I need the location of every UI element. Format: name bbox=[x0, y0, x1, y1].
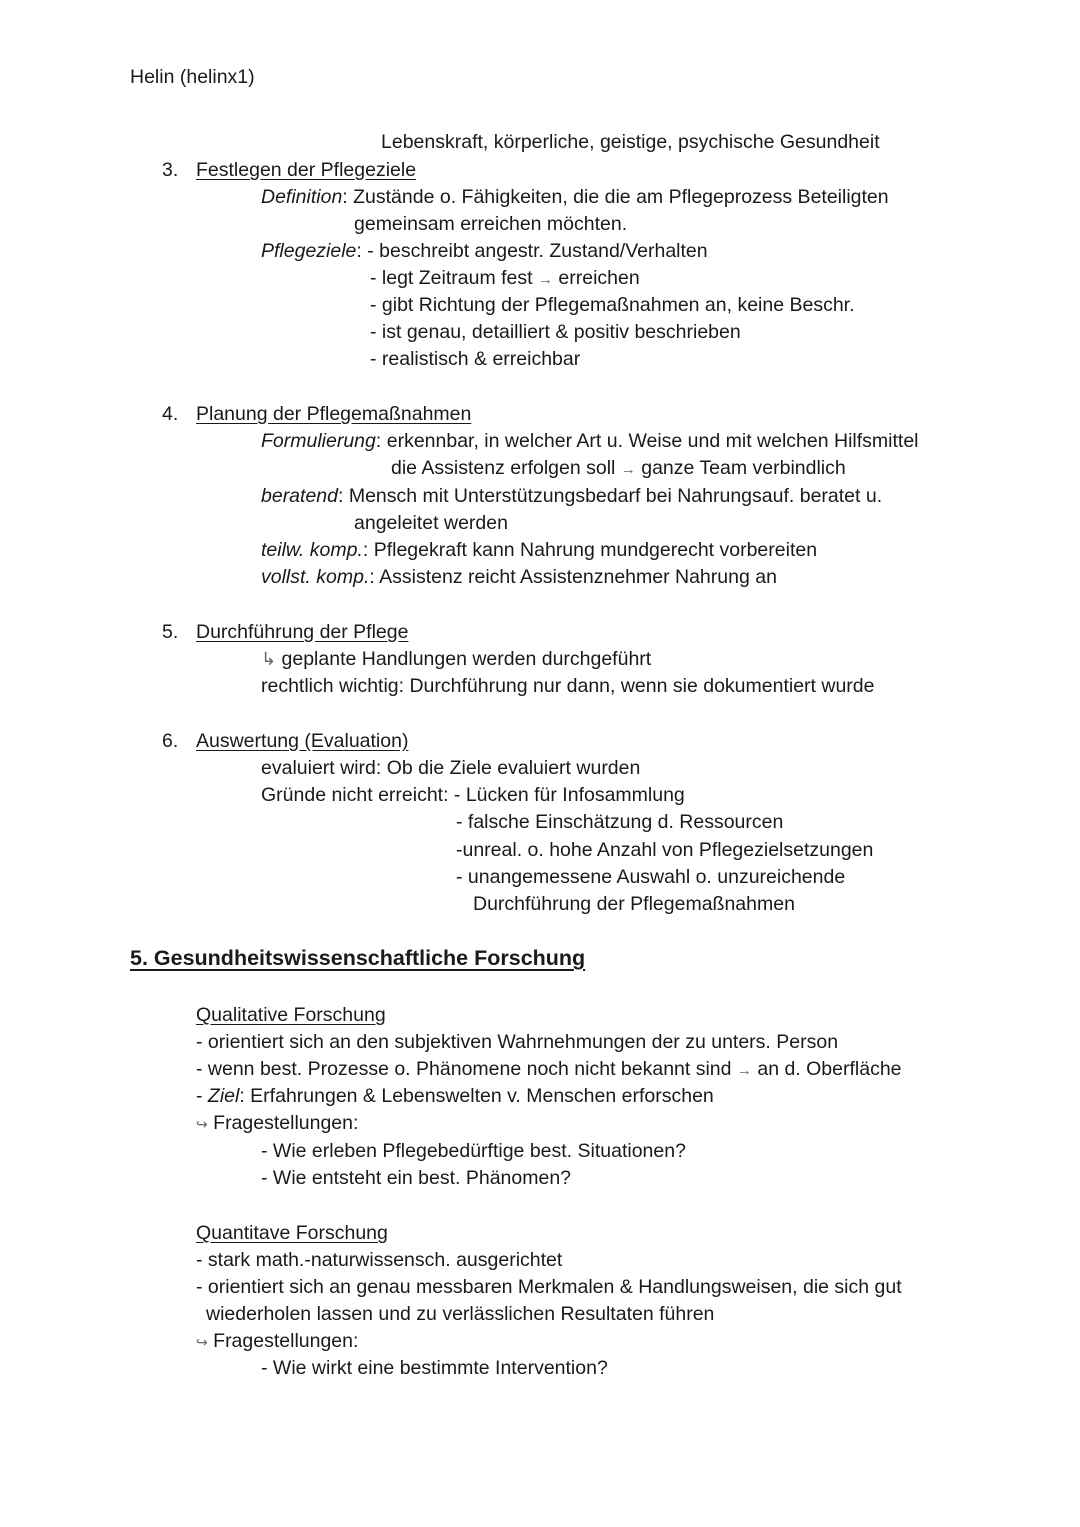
evaluation-bullet-4: - unangemessene Auswahl o. unzureichende bbox=[456, 866, 846, 888]
goals-bullet-2-result: erreichen bbox=[558, 267, 640, 289]
goals-bullet-4: - ist genau, detailliert & positiv beschrieben bbox=[370, 321, 741, 343]
durchfuehrung-line-2: rechtlich wichtig: Durchführung nur dann, wenn sie dokumentiert wurde bbox=[261, 675, 875, 697]
ziel-text: : Erfahrungen & Lebenswelten v. Menschen erforschen bbox=[239, 1085, 714, 1107]
formulierung-label: Formulierung bbox=[261, 430, 376, 452]
goals-bullet-3: - gibt Richtung der Pflegemaßnahmen an, keine Beschr. bbox=[370, 294, 855, 316]
vollst-line bbox=[261, 565, 777, 589]
durchfuehrung-text-1: geplante Handlungen werden durchgeführt bbox=[281, 648, 652, 670]
vollst-label: vollst. komp. bbox=[261, 566, 370, 588]
formulierung-line-2 bbox=[391, 456, 846, 482]
definition-line bbox=[261, 185, 889, 209]
qualitative-question-2: - Wie entsteht ein best. Phänomen? bbox=[261, 1167, 572, 1189]
formulierung-text-2: die Assistenz erfolgen soll bbox=[391, 457, 616, 479]
formulierung-text: : erkennbar, in welcher Art u. Weise und mit welchen Hilfsmittel bbox=[375, 430, 919, 452]
section-4-title: Planung der Pflegemaßnahmen bbox=[196, 403, 472, 425]
teilw-text: : Pflegekraft kann Nahrung mundgerecht vorbereiten bbox=[362, 539, 818, 561]
qualitative-line-2 bbox=[196, 1057, 902, 1083]
beratend-text: : Mensch mit Unterstützungsbedarf bei Nahrungsauf. beratet u. bbox=[337, 485, 883, 507]
arrow-icon: → bbox=[736, 1062, 752, 1079]
evaluation-bullet-4-cont: Durchführung der Pflegemaßnahmen bbox=[473, 893, 795, 915]
arrow-icon: → bbox=[537, 271, 553, 288]
carry-over-line: Lebenskraft, körperliche, geistige, psychische Gesundheit bbox=[381, 131, 880, 153]
section-5-number: 5. bbox=[162, 621, 179, 643]
chapter-heading: 5. Gesundheitswissenschaftliche Forschung bbox=[130, 946, 586, 970]
formulierung-line bbox=[261, 429, 919, 453]
goals-bullet-2-text: - legt Zeitraum fest bbox=[370, 267, 533, 289]
goals-label: Pflegeziele bbox=[261, 240, 357, 262]
section-5-title: Durchführung der Pflege bbox=[196, 621, 409, 643]
durchfuehrung-line-1 bbox=[261, 647, 651, 671]
quantitative-title: Quantitave Forschung bbox=[196, 1222, 388, 1244]
qualitative-question-1: - Wie erleben Pflegebedürftige best. Situationen? bbox=[261, 1140, 686, 1162]
teilw-label: teilw. komp. bbox=[261, 539, 363, 561]
ziel-label: Ziel bbox=[207, 1085, 240, 1107]
formulierung-result: ganze Team verbindlich bbox=[641, 457, 846, 479]
questions-label-text: Fragestellungen: bbox=[213, 1112, 359, 1134]
beratend-line bbox=[261, 484, 882, 508]
curved-arrow-icon: ↪ bbox=[196, 1334, 208, 1350]
definition-label: Definition bbox=[261, 186, 343, 208]
qualitative-line-2-text: - wenn best. Prozesse o. Phänomene noch nicht bekannt sind bbox=[196, 1058, 732, 1080]
vollst-text: : Assistenz reicht Assistenznehmer Nahrung an bbox=[369, 566, 777, 588]
beratend-line-2: angeleitet werden bbox=[354, 512, 508, 534]
evaluation-bullet-2: - falsche Einschätzung d. Ressourcen bbox=[456, 811, 784, 833]
goals-line bbox=[261, 239, 708, 263]
teilw-line bbox=[261, 538, 817, 562]
dash: - bbox=[196, 1085, 208, 1107]
questions-label-text: Fragestellungen: bbox=[213, 1330, 359, 1352]
return-arrow-icon: ↳ bbox=[261, 649, 277, 669]
quantitative-line-2: - orientiert sich an genau messbaren Merkmalen & Handlungsweisen, die sich gut bbox=[196, 1276, 902, 1298]
evaluation-line-2: Gründe nicht erreicht: - Lücken für Infosammlung bbox=[261, 784, 685, 806]
qualitative-questions-label bbox=[196, 1111, 358, 1136]
goals-first-bullet: : - beschreibt angestr. Zustand/Verhalten bbox=[356, 240, 708, 262]
qualitative-line-3 bbox=[196, 1084, 714, 1108]
evaluation-line-1: evaluiert wird: Ob die Ziele evaluiert wurden bbox=[261, 757, 641, 779]
evaluation-bullet-3: -unreal. o. hohe Anzahl von Pflegezielsetzungen bbox=[456, 839, 874, 861]
section-6-title: Auswertung (Evaluation) bbox=[196, 730, 409, 752]
goals-bullet-2 bbox=[370, 266, 640, 292]
quantitative-questions-label bbox=[196, 1329, 358, 1354]
quantitative-question-1: - Wie wirkt eine bestimmte Intervention? bbox=[261, 1357, 608, 1379]
qualitative-line-2-result: an d. Oberfläche bbox=[757, 1058, 902, 1080]
goals-bullet-5: - realistisch & erreichbar bbox=[370, 348, 581, 370]
section-4-number: 4. bbox=[162, 403, 179, 425]
quantitative-line-1: - stark math.-naturwissensch. ausgerichtet bbox=[196, 1249, 563, 1271]
definition-line-2: gemeinsam erreichen möchten. bbox=[354, 213, 628, 235]
section-6-number: 6. bbox=[162, 730, 179, 752]
beratend-label: beratend bbox=[261, 485, 338, 507]
section-3-title: Festlegen der Pflegeziele bbox=[196, 159, 417, 181]
qualitative-title: Qualitative Forschung bbox=[196, 1004, 386, 1026]
author-header: Helin (helinx1) bbox=[130, 66, 255, 88]
quantitative-line-2-cont: wiederholen lassen und zu verlässlichen Resultaten führen bbox=[206, 1303, 715, 1325]
qualitative-line-1: - orientiert sich an den subjektiven Wahrnehmungen der zu unters. Person bbox=[196, 1031, 839, 1053]
curved-arrow-icon: ↪ bbox=[196, 1116, 208, 1132]
section-3-number: 3. bbox=[162, 159, 179, 181]
arrow-icon: → bbox=[620, 461, 636, 478]
definition-text: : Zustände o. Fähigkeiten, die die am Pflegeprozess Beteiligten bbox=[342, 186, 889, 208]
